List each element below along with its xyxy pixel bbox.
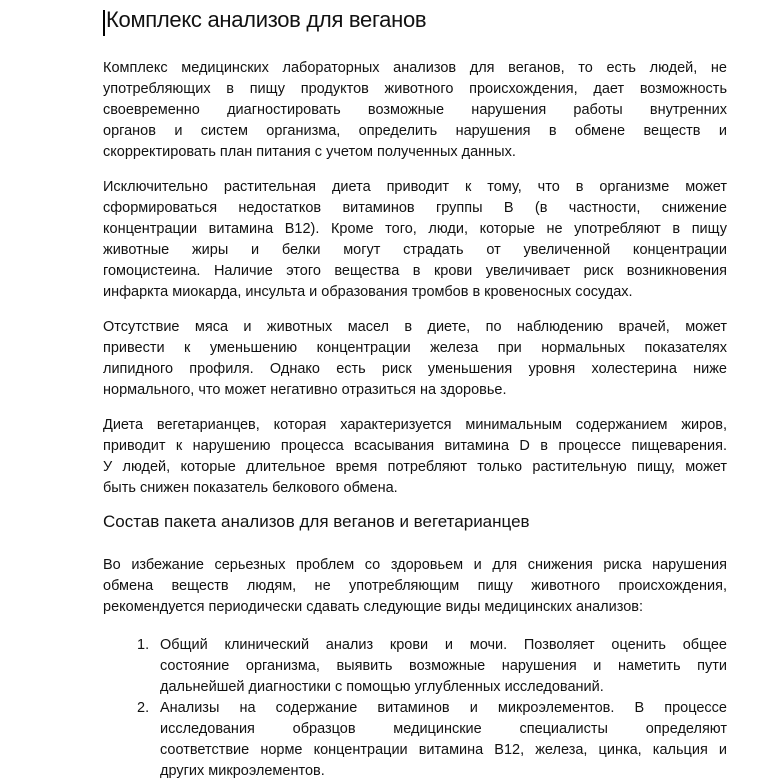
list-item bbox=[103, 635, 727, 698]
paragraph-vitamins bbox=[103, 177, 727, 303]
text-line: соответствие норме концентрации витамина В12, железа, цинка, кальция и bbox=[160, 742, 727, 758]
text-line: сформироваться недостатков витаминов группы В (в частности, снижение bbox=[103, 200, 727, 216]
text-line: органов и систем организма, определить нарушения в обмене веществ и bbox=[103, 123, 727, 139]
list-number: 1. bbox=[137, 637, 150, 653]
text-line: рекомендуется периодически сдавать следующие виды медицинских анализов: bbox=[103, 599, 644, 615]
text-line: привести к уменьшению концентрации железа при нормальных показателях bbox=[103, 340, 727, 356]
list-item bbox=[103, 698, 727, 782]
text-line: Диета вегетарианцев, которая характеризуется минимальным содержанием жиров, bbox=[103, 417, 727, 433]
text-line: У людей, которые длительное время потребляют только растительную пищу, может bbox=[103, 459, 727, 475]
text-line: Анализы на содержание витаминов и микроэлементов. В процессе bbox=[160, 700, 727, 716]
text-line: дальнейшей диагностики с помощью углубленных исследований. bbox=[160, 679, 604, 695]
text-line: обмена веществ людям, не употребляющим пищу животного происхождения, bbox=[103, 578, 727, 594]
text-line: Отсутствие мяса и животных масел в диете, по наблюдению врачей, может bbox=[103, 319, 727, 335]
analysis-list bbox=[103, 635, 727, 782]
text-line: скорректировать план питания с учетом полученных данных. bbox=[103, 144, 516, 160]
text-line: нормального, что может негативно отразиться на здоровье. bbox=[103, 382, 507, 398]
text-line: Общий клинический анализ крови и мочи. Позволяет оценить общее bbox=[160, 637, 727, 653]
section-heading: Состав пакета анализов для веганов и вегетарианцев bbox=[103, 512, 530, 531]
list-number: 2. bbox=[137, 700, 150, 716]
text-line: животные жиры и белки могут страдать от увеличенной концентрации bbox=[103, 242, 727, 258]
text-line: быть снижен показатель белкового обмена. bbox=[103, 480, 398, 496]
paragraph-intro bbox=[103, 58, 727, 163]
text-line: приводит к нарушению процесса всасывания витамина D в процессе пищеварения. bbox=[103, 438, 727, 454]
document-title: Комплекс анализов для веганов bbox=[106, 7, 427, 32]
text-line: концентрации витамина В12). Кроме того, люди, которые не употребляют в пищу bbox=[103, 221, 727, 237]
paragraph-iron bbox=[103, 317, 727, 401]
text-line: исследования образцов медицинские специалисты определяют bbox=[160, 721, 727, 737]
text-line: Во избежание серьезных проблем со здоровьем и для снижения риска нарушения bbox=[103, 557, 727, 573]
text-line: Комплекс медицинских лабораторных анализов для веганов, то есть людей, не bbox=[103, 60, 727, 76]
text-line: других микроэлементов. bbox=[160, 763, 325, 779]
text-cursor bbox=[103, 10, 105, 36]
text-line: состояние организма, выявить возможные нарушения и наметить пути bbox=[160, 658, 727, 674]
text-line: гомоцистеина. Наличие этого вещества в крови увеличивает риск возникновения bbox=[103, 263, 727, 279]
paragraph-recommendation bbox=[103, 555, 727, 618]
text-line: инфаркта миокарда, инсульта и образования тромбов в кровеносных сосудах. bbox=[103, 284, 633, 300]
text-line: липидного профиля. Однако есть риск уменьшения уровня холестерина ниже bbox=[103, 361, 727, 377]
text-line: употребляющих в пищу продуктов животного происхождения, дает возможность bbox=[103, 81, 727, 97]
paragraph-vitamin-d bbox=[103, 415, 727, 499]
text-line: Исключительно растительная диета приводит к тому, что в организме может bbox=[103, 179, 727, 195]
text-line: своевременно диагностировать возможные нарушения работы внутренних bbox=[103, 102, 727, 118]
